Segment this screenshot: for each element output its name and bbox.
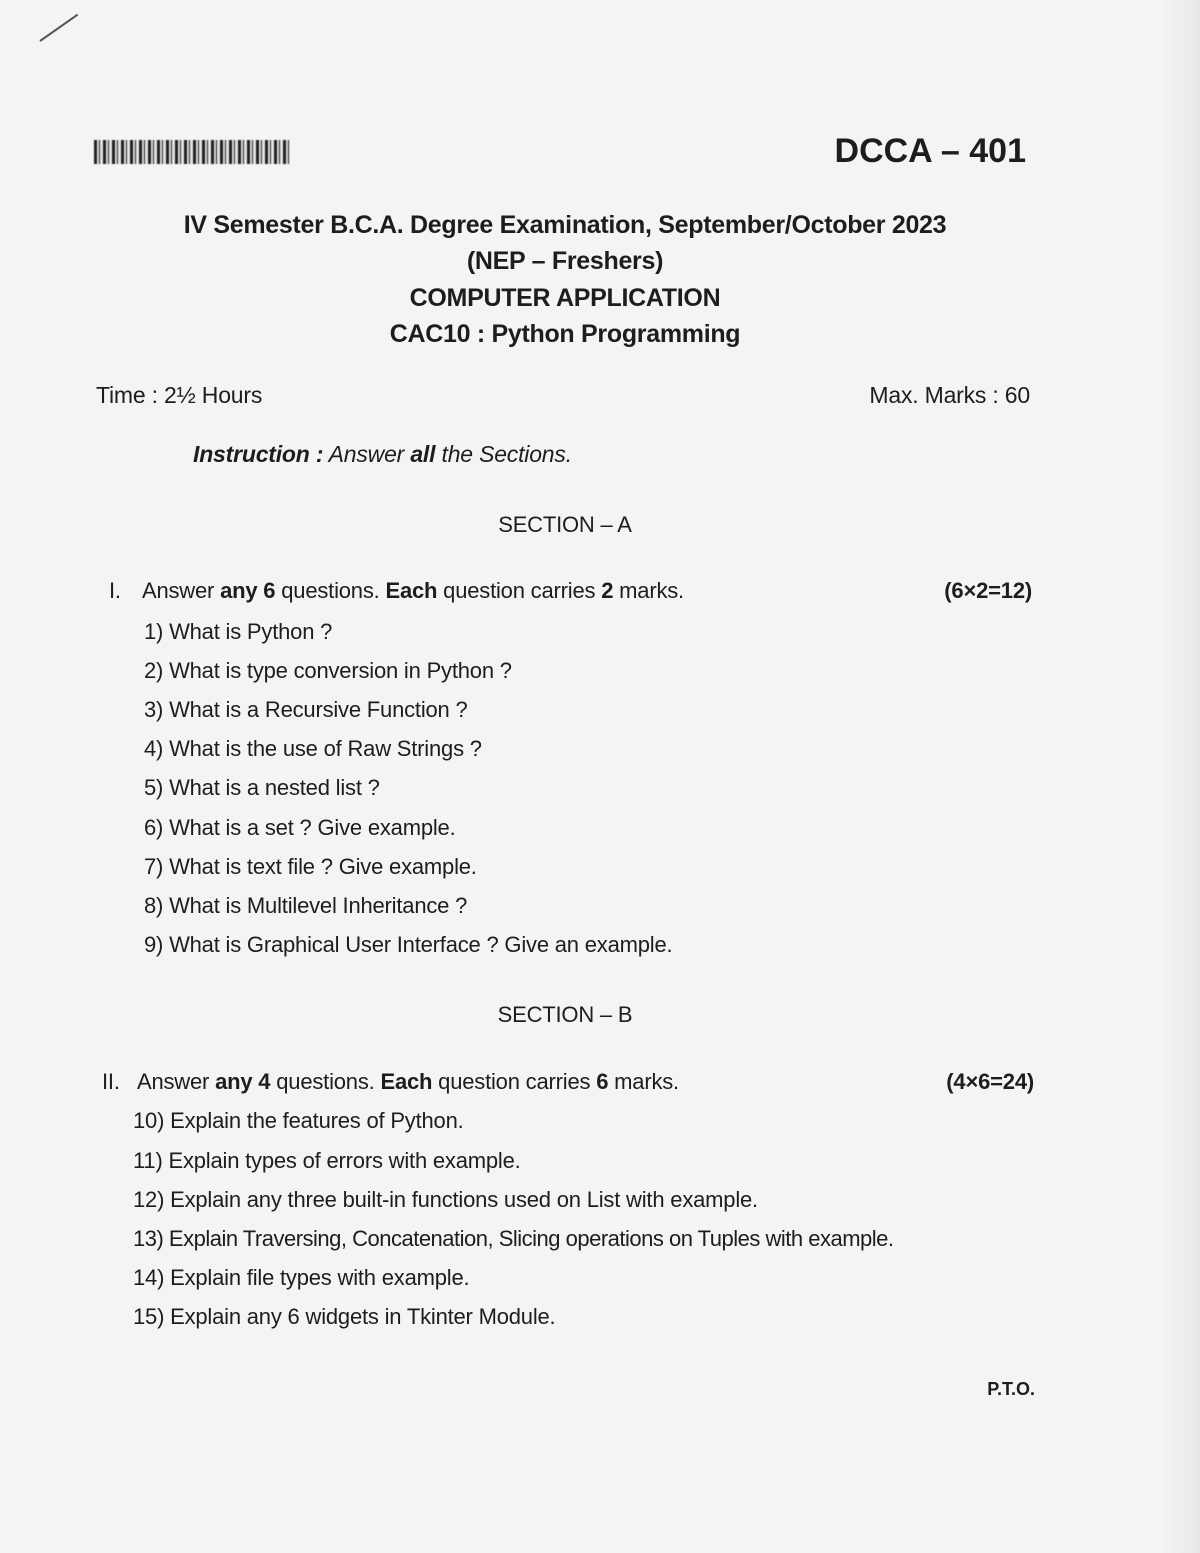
- prompt-emphasis: 6: [596, 1069, 609, 1094]
- question: 13) Explain Traversing, Concatenation, Slicing operations on Tuples with example.: [133, 1226, 894, 1251]
- instruction-text: the Sections.: [441, 441, 572, 467]
- prompt-text: Answer: [142, 578, 221, 603]
- time: Time : 2½ Hours: [96, 382, 263, 408]
- barcode: [94, 140, 290, 164]
- section-a-marks: (6×2=12): [944, 578, 1032, 603]
- subject: COMPUTER APPLICATION: [409, 284, 721, 312]
- instruction-label: Instruction :: [193, 441, 324, 467]
- prompt-text: marks.: [613, 578, 684, 603]
- instruction-emphasis: all: [410, 441, 436, 467]
- instruction: [193, 441, 572, 468]
- prompt-text: questions.: [270, 1069, 381, 1094]
- question: 11) Explain types of errors with example.: [133, 1148, 521, 1173]
- prompt-text: question carries: [437, 578, 602, 603]
- prompt-text: questions.: [275, 578, 386, 603]
- paper-code: DCCA – 401: [834, 132, 1026, 170]
- course-title: CAC10 : Python Programming: [389, 320, 741, 348]
- question: 8) What is Multilevel Inheritance ?: [144, 893, 468, 918]
- prompt-emphasis: any 4: [215, 1069, 271, 1094]
- question: 9) What is Graphical User Interface ? Give an example.: [144, 932, 673, 957]
- section-b-prompt: [137, 1069, 679, 1095]
- max-marks: Max. Marks : 60: [869, 382, 1030, 408]
- question: 14) Explain file types with example.: [133, 1265, 470, 1290]
- question: 4) What is the use of Raw Strings ?: [144, 736, 482, 761]
- question: 15) Explain any 6 widgets in Tkinter Module.: [133, 1304, 556, 1329]
- question: 5) What is a nested list ?: [144, 775, 380, 800]
- question: 2) What is type conversion in Python ?: [144, 658, 512, 683]
- prompt-emphasis: Each: [380, 1069, 433, 1094]
- prompt-text: Answer: [137, 1069, 216, 1094]
- section-a-title: SECTION – A: [498, 512, 632, 537]
- question: 3) What is a Recursive Function ?: [144, 697, 468, 722]
- prompt-emphasis: Each: [385, 578, 438, 603]
- question: 6) What is a set ? Give example.: [144, 815, 456, 840]
- pto-note: P.T.O.: [987, 1379, 1035, 1399]
- section-a-roman: I.: [109, 578, 121, 603]
- section-b-roman: II.: [102, 1069, 120, 1094]
- section-b-marks: (4×6=24): [946, 1069, 1034, 1094]
- prompt-text: marks.: [608, 1069, 679, 1094]
- section-a-prompt: [142, 578, 684, 604]
- question: 12) Explain any three built-in functions used on List with example.: [133, 1187, 758, 1212]
- section-b-title: SECTION – B: [497, 1002, 633, 1027]
- question: 10) Explain the features of Python.: [133, 1108, 464, 1133]
- scheme: (NEP – Freshers): [466, 247, 664, 275]
- exam-title: IV Semester B.C.A. Degree Examination, September/October 2023: [183, 211, 947, 239]
- prompt-emphasis: any 6: [220, 578, 276, 603]
- page-edge-shadow: [1160, 0, 1200, 1553]
- prompt-text: question carries: [432, 1069, 597, 1094]
- instruction-text: Answer: [328, 441, 405, 467]
- prompt-emphasis: 2: [601, 578, 614, 603]
- question: 1) What is Python ?: [144, 619, 333, 644]
- question: 7) What is text file ? Give example.: [144, 854, 477, 879]
- pen-mark: [39, 14, 78, 42]
